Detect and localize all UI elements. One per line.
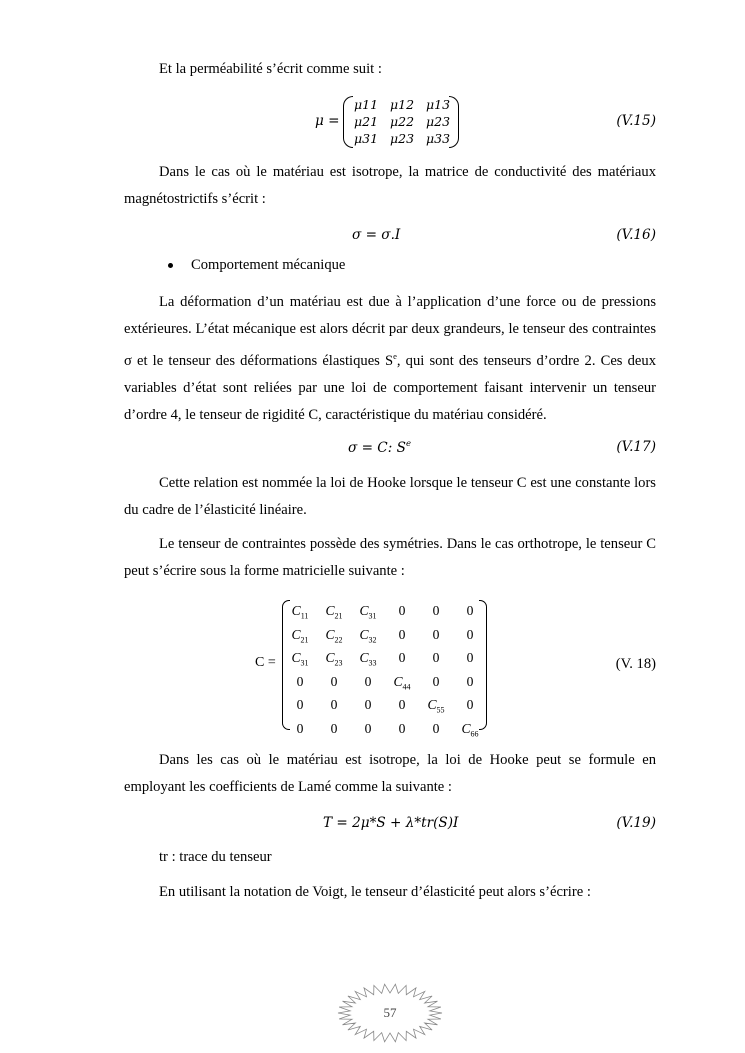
matrix-entry: μ22 xyxy=(390,114,415,129)
matrix-entry: $C_{66}$ xyxy=(461,720,479,739)
equation-number: (V.16) xyxy=(616,227,656,243)
matrix-entry: $C_{33}$ xyxy=(359,650,377,668)
equation-v17 xyxy=(348,439,411,456)
matrix-entry: $C_{55}$ xyxy=(427,697,445,715)
page-number: 57 xyxy=(383,1005,397,1020)
bullet-item-mechanical-behavior: Comportement mécanique xyxy=(191,257,346,273)
matrix-entry: $C_{11}$ xyxy=(291,603,309,621)
matrix-entry: μ33 xyxy=(426,131,451,146)
matrix-entry: μ11 xyxy=(354,97,379,112)
matrix-entry: $C_{21}$ xyxy=(291,626,309,645)
matrix-entry: 0 xyxy=(330,673,338,689)
matrix-entry: $C_{44}$ xyxy=(393,673,411,692)
equation-v16: σ = σ.I xyxy=(352,227,401,243)
definition-trace: tr : trace du tenseur xyxy=(159,849,272,865)
equation-v15-lhs: μ = xyxy=(315,113,340,129)
equation-v18-lhs: C = xyxy=(255,655,276,670)
equation-expression: σ = C: S xyxy=(348,440,406,456)
matrix-entry: 0 xyxy=(398,697,406,712)
matrix-entry: 0 xyxy=(330,697,338,712)
matrix-entry: 0 xyxy=(466,603,474,618)
matrix-entry: μ31 xyxy=(354,131,379,146)
matrix-entry: μ13 xyxy=(426,97,451,112)
matrix-entry: 0 xyxy=(398,650,406,665)
matrix-entry: 0 xyxy=(364,697,372,712)
matrix-entry: 0 xyxy=(398,626,406,642)
matrix-entry: 0 xyxy=(296,697,304,712)
matrix-entry: 0 xyxy=(432,720,440,736)
matrix-entry: μ23 xyxy=(390,131,415,146)
equation-v19: T = 2μ*S + λ*tr(S)I xyxy=(323,815,459,831)
matrix-entry: μ23 xyxy=(426,114,451,129)
matrix-entry: 0 xyxy=(432,650,440,665)
paragraph-voigt-notation: En utilisant la notation de Voigt, le tenseur d’élasticité peut alors s’écrire : xyxy=(159,884,591,900)
matrix-left-paren xyxy=(343,96,353,148)
matrix-entry: 0 xyxy=(466,697,474,712)
matrix-entry: 0 xyxy=(398,603,406,618)
matrix-entry: μ21 xyxy=(354,114,379,129)
matrix-entry: 0 xyxy=(296,673,304,689)
matrix-entry: 0 xyxy=(364,673,372,689)
matrix-entry: 0 xyxy=(296,720,304,736)
paragraph-orthotropic-tensor: Le tenseur de contraintes possède des symétries. Dans le cas orthotrope, le tenseur C peut s’écrire sous la forme matricielle suivante : xyxy=(124,536,656,579)
matrix-entry: 0 xyxy=(466,673,474,689)
matrix-entry: 0 xyxy=(398,720,406,736)
equation-number: (V.15) xyxy=(616,113,656,129)
paragraph-text: La déformation d’un matériau est due à l’application d’une force ou de pressions extérieures. L’état mécanique est alors décrit par deux grandeurs, le tenseur des contraintes σ et le tenseur des déformations élastiques S xyxy=(124,294,656,369)
matrix-entry: 0 xyxy=(432,603,440,618)
matrix-entry: 0 xyxy=(466,650,474,665)
superscript: e xyxy=(405,439,411,449)
stiffness-matrix xyxy=(283,599,487,740)
equation-number: (V.17) xyxy=(616,439,656,455)
mu-matrix xyxy=(354,96,462,147)
paragraph-line: magnétostrictifs s’écrit : xyxy=(124,191,266,207)
matrix-entry: $C_{31}$ xyxy=(359,603,377,621)
bullet-dot xyxy=(168,263,173,268)
paragraph-hooke-law: Cette relation est nommée la loi de Hooke lorsque le tenseur C est une constante lors du cadre de l’élasticité linéaire. xyxy=(124,475,656,518)
equation-number: (V. 18) xyxy=(615,656,656,672)
matrix-right-paren xyxy=(479,600,487,730)
matrix-right-paren xyxy=(449,96,459,148)
paragraph-isotropic-conductivity xyxy=(124,159,656,213)
equation-number: (V.19) xyxy=(616,815,656,831)
matrix-entry: $C_{23}$ xyxy=(325,650,343,668)
matrix-entry: 0 xyxy=(330,720,338,736)
paragraph-lame-coefficients: Dans les cas où le matériau est isotrope, la loi de Hooke peut se formule en employant les coefficients de Lamé comme la suivante : xyxy=(124,752,656,795)
matrix-entry: 0 xyxy=(432,673,440,689)
matrix-entry: $C_{31}$ xyxy=(291,650,309,668)
matrix-entry: 0 xyxy=(466,626,474,642)
matrix-entry: $C_{32}$ xyxy=(359,626,377,645)
matrix-entry: $C_{21}$ xyxy=(325,603,343,621)
matrix-entry: μ12 xyxy=(390,97,415,112)
paragraph-permeability-intro: Et la perméabilité s’écrit comme suit : xyxy=(159,61,382,77)
paragraph-deformation xyxy=(124,289,656,429)
paragraph-text: , qui sont des tenseurs d’ordre 2. Ces deux variables d’état sont reliées par une loi de comportement faisant intervenir un tenseur d’ordre 4, le tenseur de rigidité C, caractéristique du matériau considéré. xyxy=(124,353,656,423)
superscript: e xyxy=(393,351,397,361)
matrix-entry: 0 xyxy=(364,720,372,736)
matrix-entry: 0 xyxy=(432,626,440,642)
paragraph-line: Dans le cas où le matériau est isotrope, la matrice de conductivité des matériaux xyxy=(159,164,656,180)
matrix-entry: $C_{22}$ xyxy=(325,626,343,645)
